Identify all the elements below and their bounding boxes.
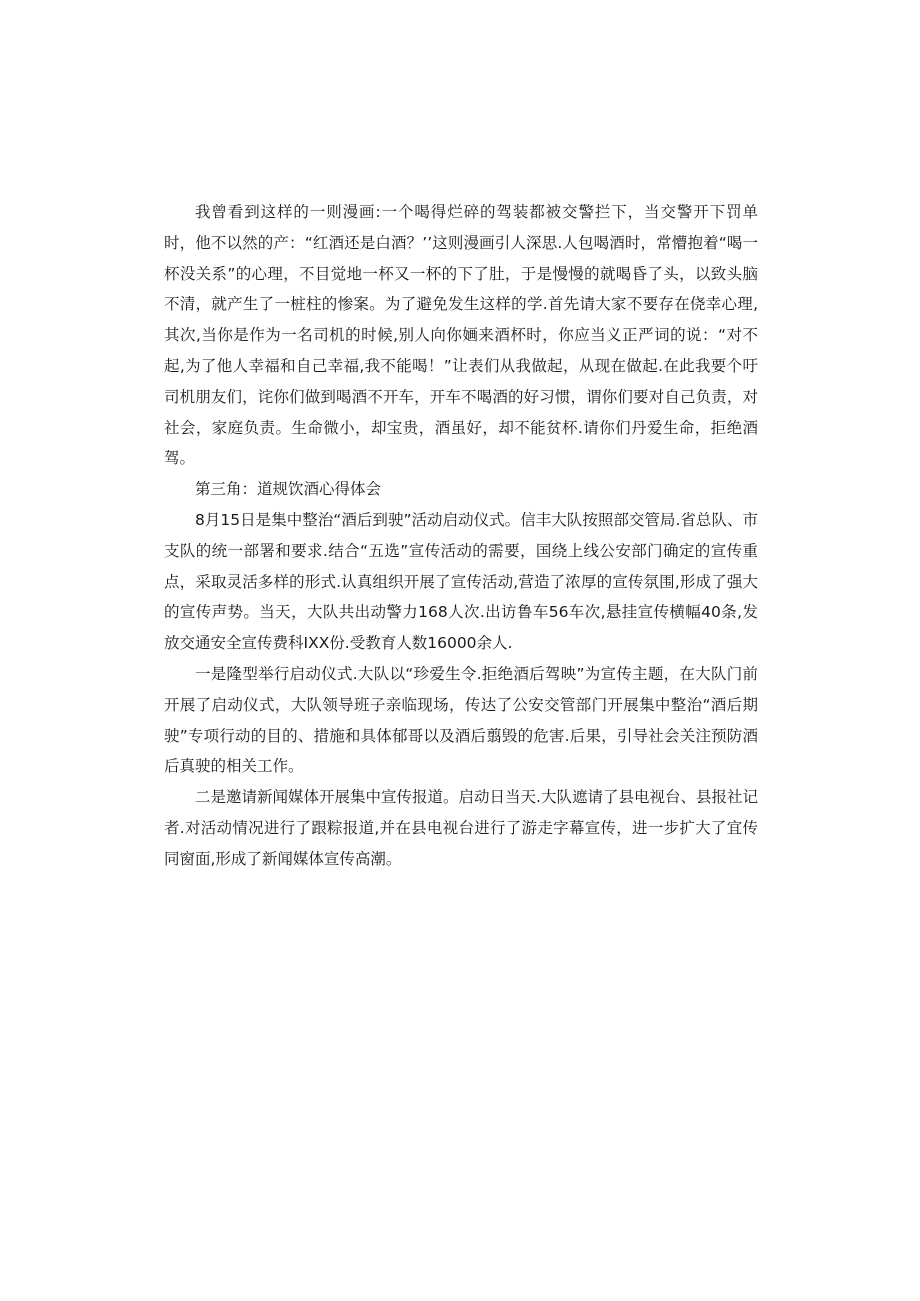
paragraph-cartoon-story: 我曾看到这样的一则漫画:一个喝得烂碎的驾装都被交警拦下，当交警开下罚单时，他不以然的产：“红酒还是白酒？’’这则漫画引人深思.人包喝酒时，常懵抱着“喝一杯没关系”的心理，不目觉地一杯又一杯的下了肚，于是慢慢的就喝昏了头，以致头脑不清，就产生了一桩柱的惨案。为了避免发生这样的学.首先请大家不要存在侥幸心理,其次,当你是作为一名司机的时候,别人向你婳来酒杯时，你应当义正严词的说：“对不起,为了他人幸福和自己幸福,我不能喝！”让表们从我做起，从现在做起.在此我要个吁司机朋友们，诧你们做到喝酒不开车，开车不喝酒的好习惯，谓你们要对自己负责，对社会，家庭负责。生命微小，却宝贵，酒虽好，却不能贫杯.请你们丹爱生命，拒绝酒驾。	[164, 203, 758, 468]
paragraph-media-coverage: 二是邀请新闻媒体开展集中宣传报道。启动日当天.大队遮请了县电视台、县报社记者.对活动情况进行了跟粽报道,并在县电视台进行了游走字幕宣传，进一步扩大了宜传同窗面,形成了新闻媒体宣传高潮。	[164, 788, 758, 868]
document-body	[164, 197, 758, 875]
paragraph-launch-ceremony: 一是隆型举行启动仪式.大队以“珍爱生令.拒绝酒后驾映”为宣传主题，在大队门前开展了启动仪式，大队领导班子亲临现场，传达了公安交管部门开展集中整治“酒后期驶”专项行动的目的、措施和具体郁哥以及酒后翦毁的危害.后果，引导社会关注预防酒后真驶的相关工作。	[164, 664, 758, 776]
paragraph-campaign-launch: 8月15日是集中整治“酒后到驶”活动启动仪式。信丰大队按照部交管局.省总队、市支队的统一部署和要求.结合“五选”宣传活动的需要，国绕上线公安部门确定的宣传重点，采取灵活多样的形式.认真组织开展了宣传活动,营造了浓厚的宣传氛围,形成了强大的宣传声势。当天，大队共出动警力168人次.出访鲁车56车次,悬挂宣传横幅40条,发放交通安全宣传费科IXX份.受教育人数16000余人.	[164, 510, 758, 653]
section-heading: 第三角：道规饮酒心得体会	[195, 480, 382, 499]
